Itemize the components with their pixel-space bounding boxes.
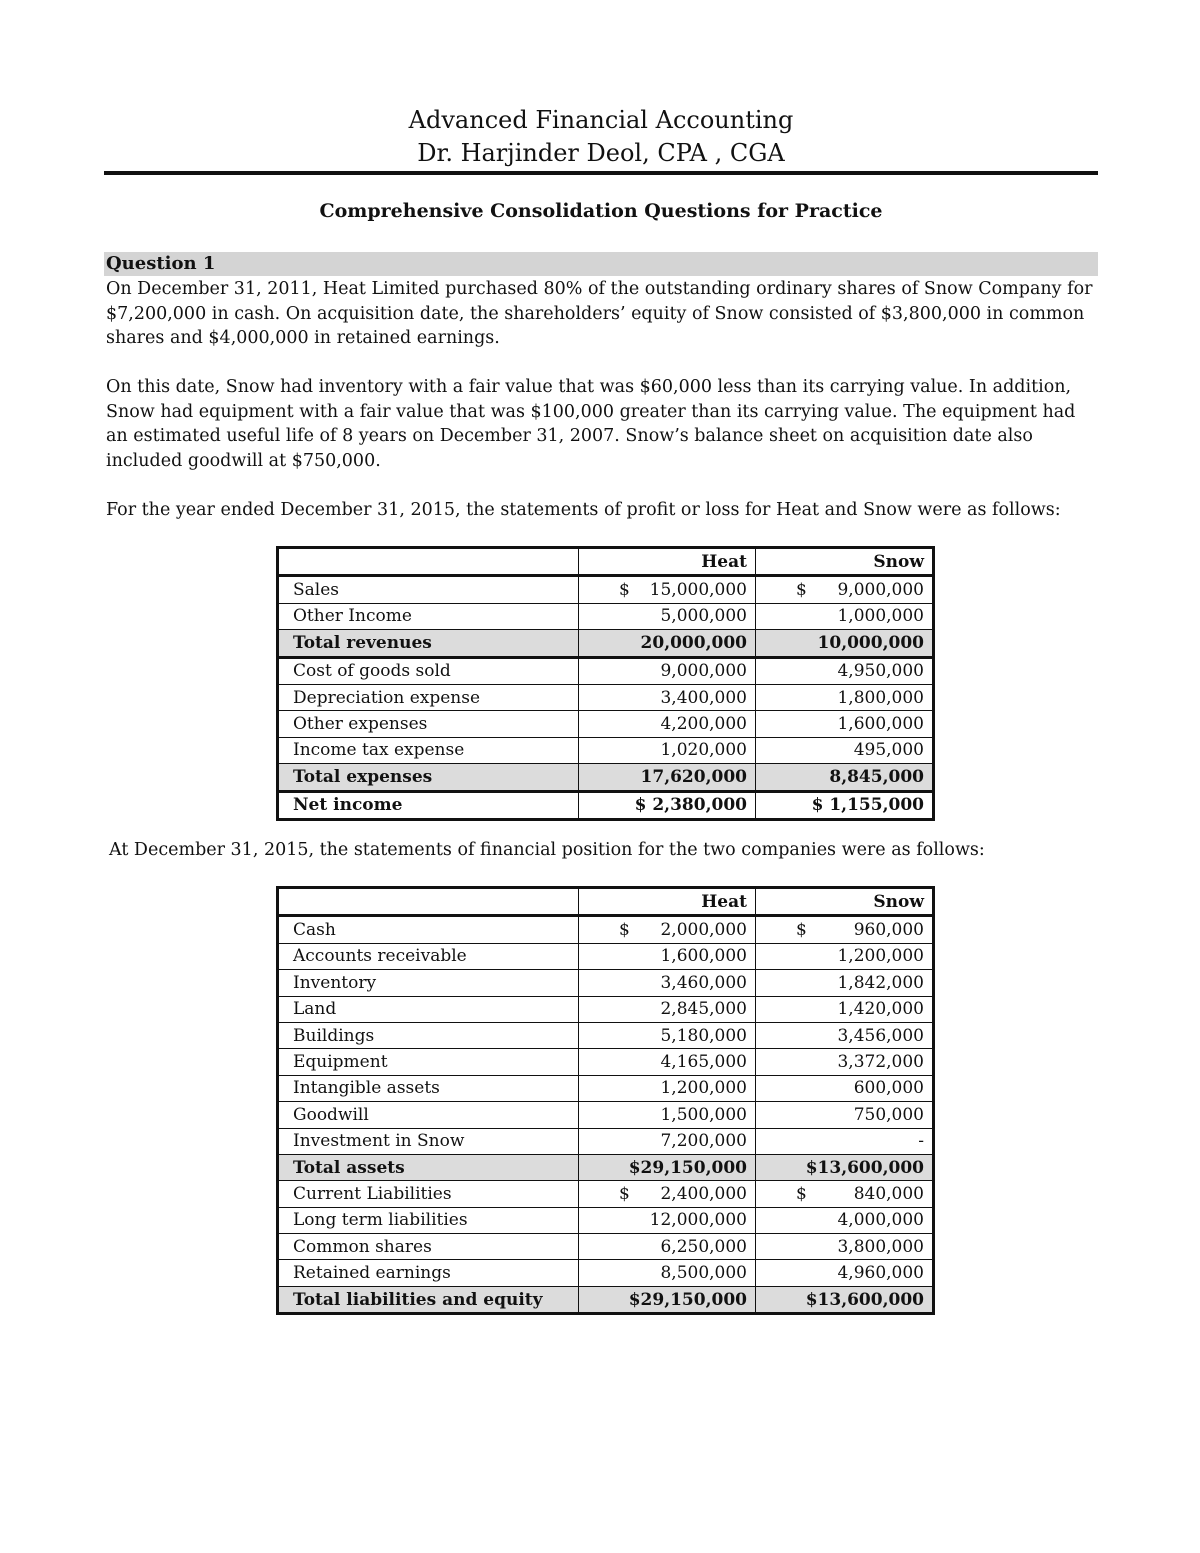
row-label: Other expenses [278, 711, 579, 737]
table-row [278, 1075, 934, 1101]
row-value-snow [756, 916, 934, 943]
document-header [104, 104, 1098, 170]
row-label: Intangible assets [278, 1075, 579, 1101]
cell-value: 6,250,000 [660, 1236, 747, 1257]
table-row [278, 576, 934, 603]
row-value-heat [579, 1286, 756, 1313]
cell-value: 495,000 [853, 740, 924, 761]
cell-value: 9,000,000 [837, 580, 924, 601]
row-label: Income tax expense [278, 737, 579, 763]
row-value-heat [579, 764, 756, 791]
row-value-snow [756, 970, 934, 996]
currency-symbol: $ [619, 920, 630, 941]
paragraph-text: On this date, Snow had inventory with a fair value that was $60,000 less than its carrying value. In addition, Snow had equipment with a fair value that was $100,000 greater than its carrying value. The equipment had an estimated useful life of 8 years on December 31, 2007. Snow’s balance sheet on acquisition date also included goodwill at $750,000. [106, 377, 1076, 471]
income-statement-table [276, 546, 935, 821]
currency-symbol: $ [796, 920, 807, 941]
row-label: Sales [278, 576, 579, 603]
cell-value: 1,842,000 [837, 972, 924, 993]
cell-value: 20,000,000 [640, 632, 747, 653]
table-row [278, 684, 934, 710]
question-paragraph-2 [106, 375, 1096, 473]
paragraph-text: On December 31, 2011, Heat Limited purchased 80% of the outstanding ordinary shares of Snow Company for $7,200,000 in cash. On acquisition date, the shareholders’ equity of Snow consisted of $3,800,000 in common shares and $4,000,000 in retained earnings. [106, 279, 1093, 348]
row-label: Cost of goods sold [278, 657, 579, 684]
header-heat: Heat [579, 548, 756, 576]
cell-value: 3,372,000 [837, 1052, 924, 1073]
row-value-heat [579, 1181, 756, 1207]
row-value-snow [756, 943, 934, 969]
row-value-snow [756, 1075, 934, 1101]
row-value-snow [756, 684, 934, 710]
table-row [278, 1049, 934, 1075]
row-value-heat [579, 737, 756, 763]
cell-value: 1,200,000 [660, 1078, 747, 1099]
header-heat: Heat [579, 888, 756, 916]
table-row [278, 943, 934, 969]
cell-value: 9,000,000 [660, 661, 747, 682]
cell-value: 3,800,000 [837, 1236, 924, 1257]
question-paragraph-1 [106, 277, 1096, 351]
row-label: Investment in Snow [278, 1128, 579, 1154]
row-value-heat [579, 1022, 756, 1048]
table-row [278, 970, 934, 996]
row-value-snow [756, 657, 934, 684]
cell-value: 3,400,000 [660, 687, 747, 708]
table-row [278, 1260, 934, 1286]
row-label: Accounts receivable [278, 943, 579, 969]
cell-value: 840,000 [853, 1183, 924, 1204]
row-label: Equipment [278, 1049, 579, 1075]
row-value-heat [579, 1075, 756, 1101]
cell-value: 2,845,000 [660, 999, 747, 1020]
row-value-heat [579, 943, 756, 969]
cell-value: 1,020,000 [660, 740, 747, 761]
row-value-snow [756, 630, 934, 657]
cell-value: 15,000,000 [649, 580, 747, 601]
cell-value: 1,600,000 [660, 946, 747, 967]
cell-value: $29,150,000 [628, 1289, 747, 1310]
table-row [278, 657, 934, 684]
question-paragraph-4 [109, 838, 1099, 863]
row-value-snow [756, 1286, 934, 1313]
cell-value: 4,200,000 [660, 714, 747, 735]
row-value-snow [756, 1181, 934, 1207]
cell-value: 17,620,000 [640, 766, 747, 787]
row-value-heat [579, 1154, 756, 1180]
row-value-snow [756, 1260, 934, 1286]
row-value-snow [756, 1207, 934, 1233]
row-label: Common shares [278, 1234, 579, 1260]
table-header-row [278, 888, 934, 916]
table-row [278, 1154, 934, 1180]
row-value-heat [579, 1128, 756, 1154]
cell-value: 3,460,000 [660, 972, 747, 993]
row-value-snow [756, 576, 934, 603]
cell-value: 5,180,000 [660, 1025, 747, 1046]
row-label: Cash [278, 916, 579, 943]
cell-value: 750,000 [853, 1104, 924, 1125]
row-value-heat [579, 1207, 756, 1233]
table-row [278, 711, 934, 737]
question-heading-bar [104, 252, 1098, 276]
table-row [278, 1286, 934, 1313]
table-header-row [278, 548, 934, 576]
table-row [278, 916, 934, 943]
cell-value: 1,200,000 [837, 946, 924, 967]
table-row [278, 1207, 934, 1233]
currency-symbol: $ [796, 1183, 807, 1204]
cell-value: 4,950,000 [837, 661, 924, 682]
cell-value: $13,600,000 [805, 1289, 924, 1310]
row-value-snow [756, 1049, 934, 1075]
row-value-heat [579, 684, 756, 710]
cell-value: 4,000,000 [837, 1210, 924, 1231]
cell-value: 3,456,000 [837, 1025, 924, 1046]
question-paragraph-3 [106, 498, 1096, 523]
row-label: Inventory [278, 970, 579, 996]
table-row [278, 791, 934, 819]
row-label: Retained earnings [278, 1260, 579, 1286]
table-row [278, 764, 934, 791]
balance-sheet-table [276, 886, 935, 1315]
row-value-snow [756, 1128, 934, 1154]
row-value-heat [579, 791, 756, 819]
row-value-snow [756, 737, 934, 763]
row-value-snow [756, 1154, 934, 1180]
row-value-heat [579, 630, 756, 657]
table-row [278, 1022, 934, 1048]
instructor-name: Dr. Harjinder Deol, CPA , CGA [417, 139, 785, 167]
cell-value: 2,400,000 [660, 1183, 747, 1204]
paragraph-text: At December 31, 2015, the statements of financial position for the two companies were as follows: [109, 840, 985, 860]
cell-value: 8,845,000 [829, 766, 924, 787]
row-label: Long term liabilities [278, 1207, 579, 1233]
header-rule [104, 171, 1098, 175]
cell-value: 600,000 [853, 1078, 924, 1099]
course-title: Advanced Financial Accounting [408, 106, 794, 134]
row-label: Goodwill [278, 1102, 579, 1128]
row-label: Depreciation expense [278, 684, 579, 710]
cell-value: 1,500,000 [660, 1104, 747, 1125]
cell-value: $ 2,380,000 [634, 795, 747, 816]
row-value-snow [756, 1022, 934, 1048]
balance-sheet-table-wrap [276, 886, 935, 1315]
currency-symbol: $ [619, 580, 630, 601]
row-value-heat [579, 996, 756, 1022]
cell-value: 5,000,000 [660, 606, 747, 627]
cell-value: 960,000 [853, 920, 924, 941]
row-value-heat [579, 657, 756, 684]
row-value-heat [579, 711, 756, 737]
header-snow: Snow [756, 548, 934, 576]
cell-value: 2,000,000 [660, 920, 747, 941]
cell-value: 1,800,000 [837, 687, 924, 708]
page-subtitle: Comprehensive Consolidation Questions for Practice [319, 200, 883, 222]
header-snow: Snow [756, 888, 934, 916]
cell-value: 4,960,000 [837, 1263, 924, 1284]
cell-value: $13,600,000 [805, 1157, 924, 1178]
cell-value: 1,420,000 [837, 999, 924, 1020]
header-label-cell [278, 888, 579, 916]
row-value-snow [756, 1234, 934, 1260]
row-label: Total assets [278, 1154, 579, 1180]
row-label: Net income [278, 791, 579, 819]
row-value-snow [756, 791, 934, 819]
row-label: Total liabilities and equity [278, 1286, 579, 1313]
currency-symbol: $ [796, 580, 807, 601]
row-value-heat [579, 970, 756, 996]
cell-value: 1,000,000 [837, 606, 924, 627]
row-label: Total revenues [278, 630, 579, 657]
row-value-snow [756, 764, 934, 791]
row-value-heat [579, 1260, 756, 1286]
currency-symbol: $ [619, 1183, 630, 1204]
row-value-heat [579, 1049, 756, 1075]
table-row [278, 1102, 934, 1128]
cell-value: 12,000,000 [649, 1210, 747, 1231]
cell-value: 1,600,000 [837, 714, 924, 735]
row-value-heat [579, 1102, 756, 1128]
table-row [278, 1181, 934, 1207]
row-label: Total expenses [278, 764, 579, 791]
row-value-snow [756, 711, 934, 737]
row-label: Buildings [278, 1022, 579, 1048]
row-value-heat [579, 1234, 756, 1260]
cell-value: - [918, 1131, 924, 1152]
table-row [278, 603, 934, 629]
row-value-heat [579, 916, 756, 943]
row-value-snow [756, 1102, 934, 1128]
table-row [278, 1234, 934, 1260]
cell-value: 8,500,000 [660, 1263, 747, 1284]
question-label: Question 1 [106, 253, 216, 274]
row-value-snow [756, 603, 934, 629]
table-row [278, 630, 934, 657]
row-value-heat [579, 603, 756, 629]
cell-value: 7,200,000 [660, 1131, 747, 1152]
row-label: Land [278, 996, 579, 1022]
cell-value: 4,165,000 [660, 1052, 747, 1073]
table-row [278, 996, 934, 1022]
row-value-heat [579, 576, 756, 603]
table-row [278, 737, 934, 763]
paragraph-text: For the year ended December 31, 2015, the statements of profit or loss for Heat and Snow were as follows: [106, 500, 1061, 520]
cell-value: $29,150,000 [628, 1157, 747, 1178]
cell-value: 10,000,000 [817, 632, 924, 653]
row-label: Current Liabilities [278, 1181, 579, 1207]
header-label-cell [278, 548, 579, 576]
row-label: Other Income [278, 603, 579, 629]
income-statement-table-wrap [276, 546, 935, 821]
table-row [278, 1128, 934, 1154]
row-value-snow [756, 996, 934, 1022]
cell-value: $ 1,155,000 [811, 795, 924, 816]
